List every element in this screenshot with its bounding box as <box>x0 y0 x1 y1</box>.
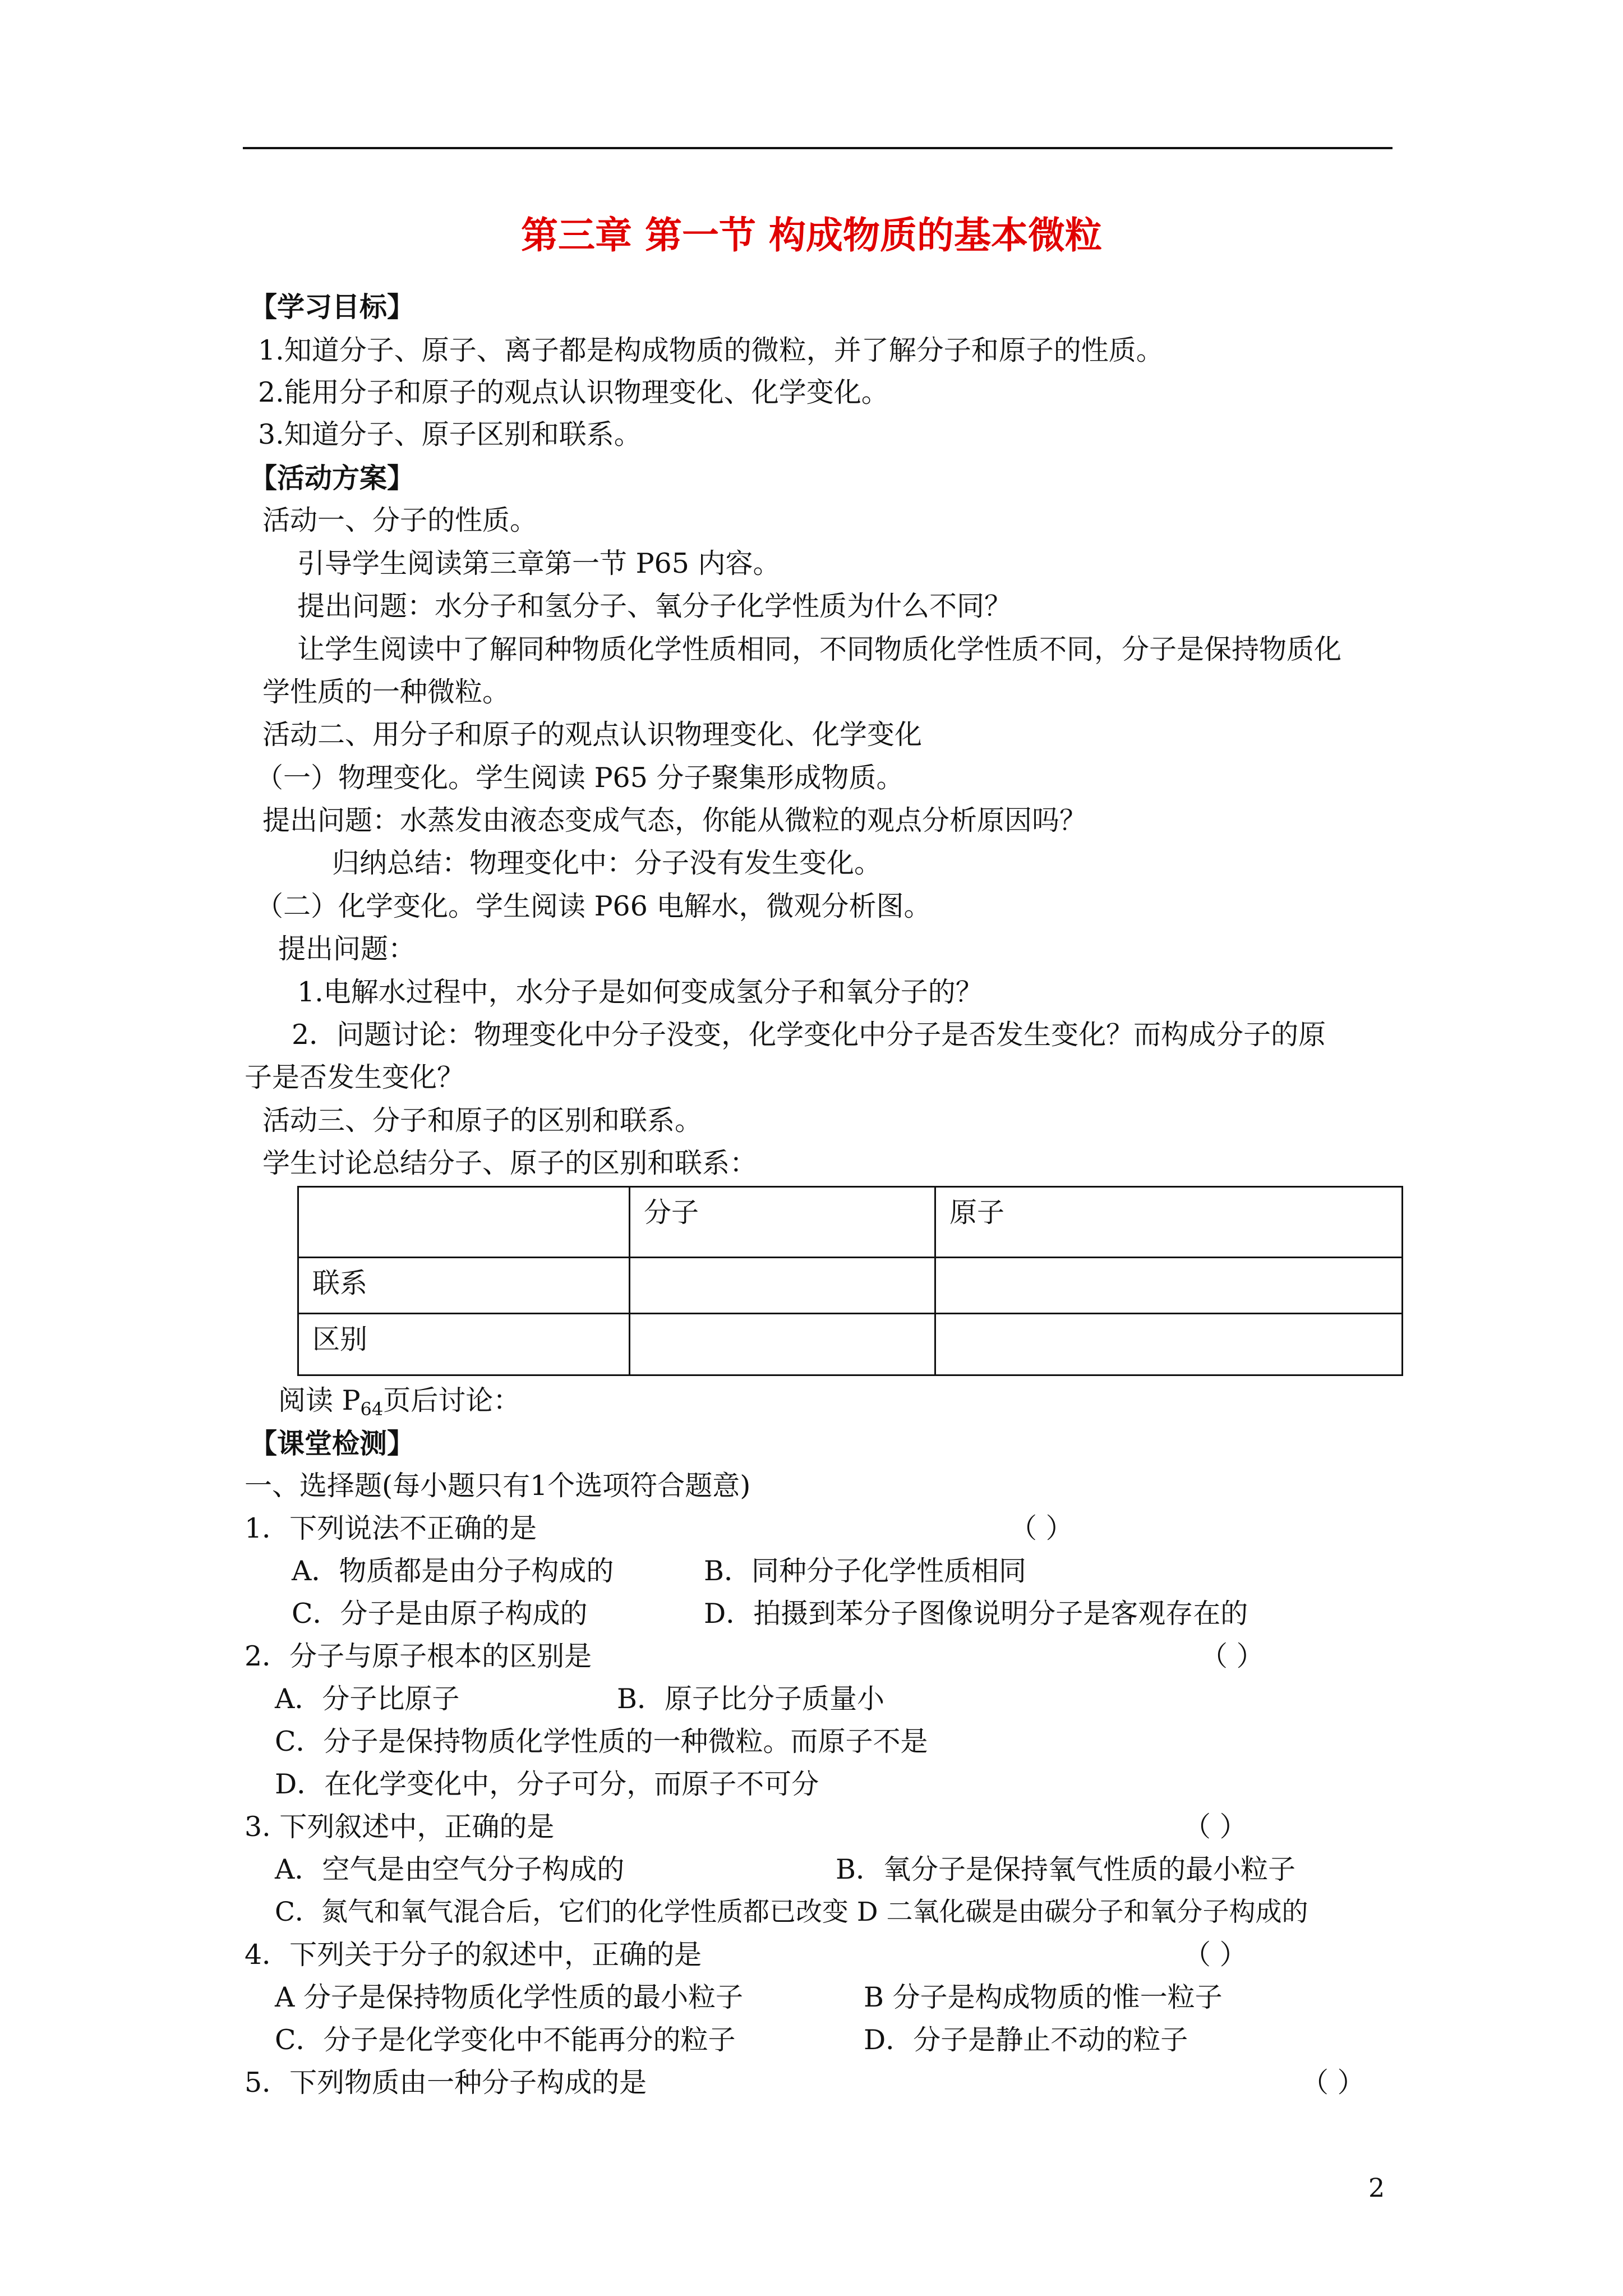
goal-item: 1.知道分子、原子、离子都是构成物质的微粒，并了解分子和原子的性质。 <box>258 334 1164 366</box>
answer-blank: （ ） <box>1183 1811 1247 1843</box>
activity1-title: 活动一、分子的性质。 <box>262 504 538 536</box>
table-header-molecule: 分子 <box>630 1187 935 1258</box>
activity3-title: 活动三、分子和原子的区别和联系。 <box>262 1105 703 1137</box>
activity1-question: 提出问题：水分子和氢分子、氧分子化学性质为什么不同？ <box>297 590 1012 622</box>
option-d: D．拍摄到苯分子图像说明分子是客观存在的 <box>704 1598 1248 1630</box>
option-b: B．原子比分子质量小 <box>617 1683 885 1715</box>
option-c: C．分子是保持物质化学性质的一种微粒。而原子不是 <box>275 1726 928 1757</box>
answer-blank: （ ） <box>1183 1939 1247 1971</box>
option-d: D．在化学变化中，分子可分，而原子不可分 <box>275 1768 819 1800</box>
table-cell <box>630 1314 935 1375</box>
option-c: C．分子是由原子构成的 <box>292 1598 588 1630</box>
table-cell <box>935 1258 1403 1314</box>
answer-blank: （ ） <box>1301 2067 1365 2099</box>
option-c-d: C．氮气和氧气混合后，它们的化学性质都已改变 D 二氧化碳是由碳分子和氧分子构成的 <box>275 1897 1308 1927</box>
answer-blank: （ ） <box>1009 1512 1073 1544</box>
question-stem: 2．分子与原子根本的区别是 <box>245 1640 592 1672</box>
section-title: 一、选择题(每小题只有1个选项符合题意) <box>245 1470 751 1502</box>
goal-item: 2.能用分子和原子的观点认识物理变化、化学变化。 <box>258 376 889 408</box>
question-stem: 1．下列说法不正确的是 <box>245 1512 537 1544</box>
activity1-reading: 让学生阅读中了解同种物质化学性质相同，不同物质化学性质不同，分子是保持物质化 <box>297 633 1342 665</box>
activity2-part1-question: 提出问题：水蒸发由液态变成气态，你能从微粒的观点分析原因吗？ <box>262 804 1087 836</box>
question-stem: 3. 下列叙述中，正确的是 <box>245 1811 555 1843</box>
activity2-q2-cont: 子是否发生变化？ <box>245 1061 465 1093</box>
read-after-suffix: 页后讨论： <box>383 1384 521 1416</box>
activity2-q2: 2．问题讨论：物理变化中分子没变，化学变化中分子是否发生变化？而构成分子的原 <box>292 1019 1326 1051</box>
activity2-title: 活动二、用分子和原子的观点认识物理变化、化学变化 <box>262 719 923 751</box>
activity2-part2-question-label: 提出问题： <box>278 933 416 965</box>
activity3-prompt: 学生讨论总结分子、原子的区别和联系： <box>262 1147 758 1179</box>
activity2-q1: 1.电解水过程中，水分子是如何变成氢分子和氧分子的？ <box>297 976 983 1008</box>
option-b: B．氧分子是保持氧气性质的最小粒子 <box>836 1853 1296 1885</box>
table-cell <box>935 1314 1403 1375</box>
option-b: B．同种分子化学性质相同 <box>704 1555 1027 1587</box>
option-c: C．分子是化学变化中不能再分的粒子 <box>275 2024 736 2056</box>
read-after-note <box>278 1381 520 1420</box>
activity2-part2: （二）化学变化。学生阅读 P66 电解水，微观分析图。 <box>256 890 932 922</box>
page-number: 2 <box>1368 2173 1385 2203</box>
option-d: D．分子是静止不动的粒子 <box>864 2024 1188 2056</box>
answer-blank: （ ） <box>1200 1640 1264 1672</box>
activity1-reading-cont: 学性质的一种微粒。 <box>262 676 510 708</box>
table-row-label-difference: 区别 <box>298 1314 630 1375</box>
activity2-part1: （一）物理变化。学生阅读 P65 分子聚集形成物质。 <box>256 762 904 794</box>
table-cell <box>630 1258 935 1314</box>
activity2-part1-summary: 归纳总结：物理变化中：分子没有发生变化。 <box>332 847 882 879</box>
read-after-prefix: 阅读 P <box>278 1384 361 1416</box>
check-heading: 【课堂检测】 <box>250 1427 415 1460</box>
option-a: A．分子比原子 <box>275 1683 460 1715</box>
table-row-label-relation: 联系 <box>298 1258 630 1314</box>
read-after-page: 64 <box>360 1398 384 1420</box>
table-corner-cell <box>298 1187 630 1258</box>
option-a: A 分子是保持物质化学性质的最小粒子 <box>275 1981 743 2013</box>
page-title: 第三章 第一节 构成物质的基本微粒 <box>521 214 1102 257</box>
table-header-atom: 原子 <box>935 1187 1403 1258</box>
goal-item: 3.知道分子、原子区别和联系。 <box>258 418 642 450</box>
question-stem: 4．下列关于分子的叙述中，正确的是 <box>245 1939 702 1971</box>
header-rule <box>243 147 1393 149</box>
activity-heading: 【活动方案】 <box>250 462 415 494</box>
comparison-table <box>297 1186 1403 1376</box>
option-a: A．空气是由空气分子构成的 <box>275 1853 625 1885</box>
question-stem: 5．下列物质由一种分子构成的是 <box>245 2067 647 2099</box>
option-a: A．物质都是由分子构成的 <box>292 1555 614 1587</box>
goals-heading: 【学习目标】 <box>250 291 415 323</box>
activity1-guide: 引导学生阅读第三章第一节 P65 内容。 <box>297 547 781 579</box>
option-b: B 分子是构成物质的惟一粒子 <box>864 1981 1223 2013</box>
